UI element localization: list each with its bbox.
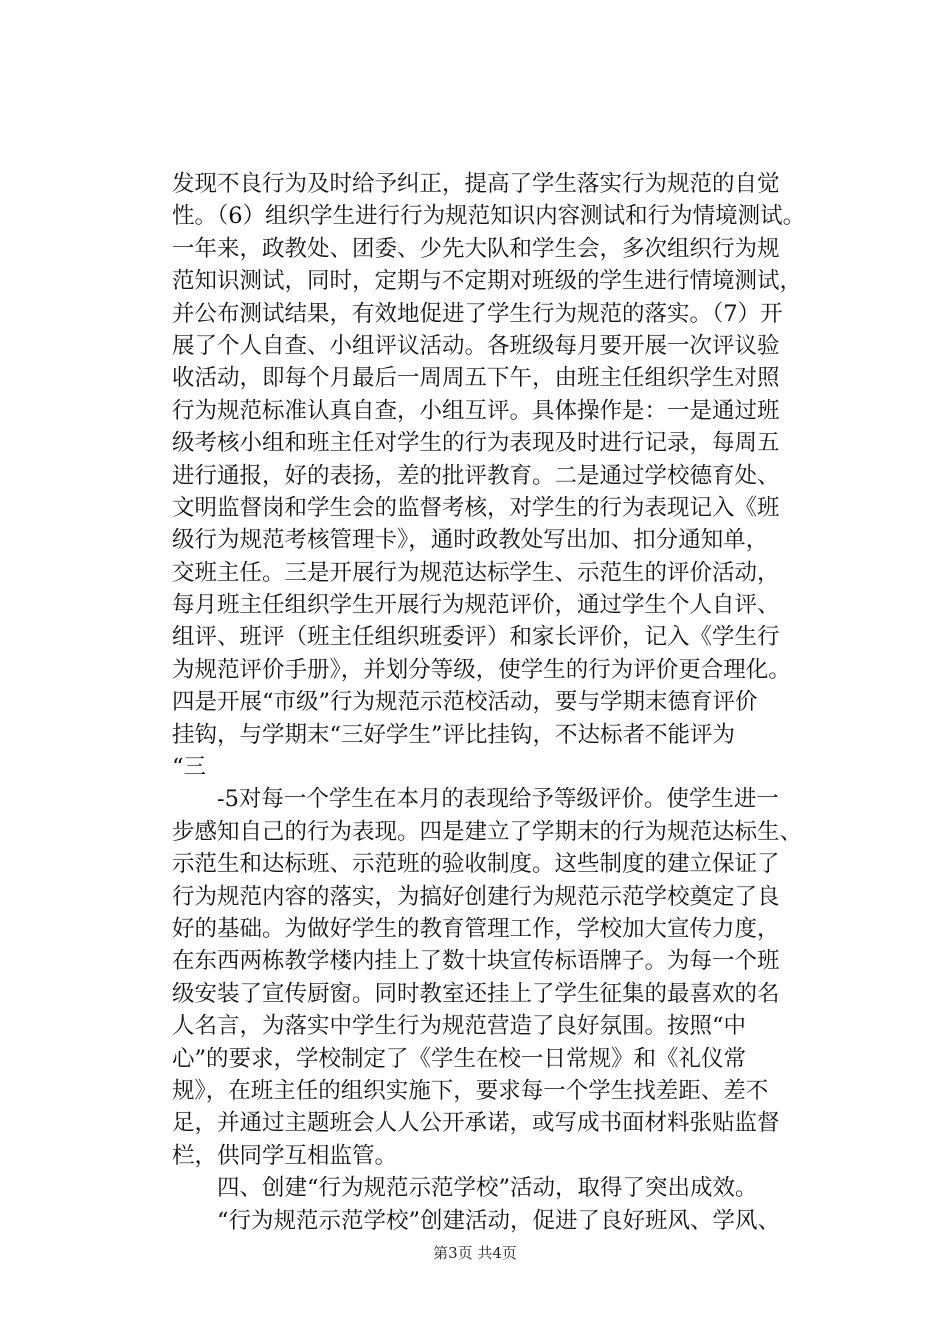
text-line: 并公布测试结果，有效地促进了学生行为规范的落实。（7）开 [172,300,783,327]
text-line: 一年来，政教处、团委、少先大队和学生会，多次组织行为规 [172,235,780,262]
text-line: 好的基础。为做好学生的教育管理工作，学校加大宣传力度， [172,915,780,942]
section-heading: 四、创建“行为规范示范学校”活动，取得了突出成效。 [217,1175,758,1202]
document-body [172,168,862,1237]
text-line: “三 [172,754,207,781]
text-line: 范知识测试，同时，定期与不定期对班级的学生进行情境测试， [172,268,803,295]
text-line: 四是开展“市级”行为规范示范校活动，要与学期末德育评价 [172,689,758,716]
text-line: 组评、班评（班主任组织班委评）和家长评价，记入《学生行 [172,624,780,651]
text-line: 交班主任。三是开展行为规范达标学生、示范生的评价活动， [172,559,780,586]
text-line: “行为规范示范学校”创建活动，促进了良好班风、学风、 [217,1207,781,1234]
text-line: 级行为规范考核管理卡》，通时政教处写出加、扣分通知单， [172,527,769,554]
text-line: 足，并通过主题班会人人公开承诺，或写成书面材料张贴监督 [172,1110,780,1137]
text-line: -5对每一个学生在本月的表现给予等级评价。使学生进一 [217,786,779,813]
text-line: 为规范评价手册》，并划分等级，使学生的行为评价更合理化。 [172,656,791,683]
text-line: 性。（6）组织学生进行行为规范知识内容测试和行为情境测试。 [172,203,806,230]
text-line: 文明监督岗和学生会的监督考核，对学生的行为表现记入《班 [172,494,780,521]
text-line: 展了个人自查、小组评议活动。各班级每月要开展一次评议验 [172,332,780,359]
text-line: 示范生和达标班、示范班的验收制度。这些制度的建立保证了 [172,851,780,878]
text-line: 在东西两栋教学楼内挂上了数十块宣传标语牌子。为每一个班 [172,948,780,975]
text-line: 级安装了宣传厨窗。同时教室还挂上了学生征集的最喜欢的名 [172,980,780,1007]
text-line: 人名言，为落实中学生行为规范营造了良好氛围。按照“中 [172,1013,747,1040]
text-line: 行为规范标准认真自查，小组互评。具体操作是：一是通过班 [172,397,780,424]
text-line: 发现不良行为及时给予纠正，提高了学生落实行为规范的自觉 [172,171,780,197]
text-line: 进行通报，好的表扬，差的批评教育。二是通过学校德育处、 [172,462,780,489]
page-footer: 第3页 共4页 [433,1244,517,1262]
text-line: 收活动，即每个月最后一周周五下午，由班主任组织学生对照 [172,365,780,392]
text-line: 级考核小组和班主任对学生的行为表现及时进行记录，每周五 [172,430,780,457]
text-line: 规》，在班主任的组织实施下，要求每一个学生找差距、差不 [172,1077,769,1104]
text-line: 挂钩，与学期末“三好学生”评比挂钩，不达标者不能评为 [172,721,736,748]
text-line: 行为规范内容的落实，为搞好创建行为规范示范学校奠定了良 [172,883,780,910]
text-line: 步感知自己的行为表现。四是建立了学期末的行为规范达标生、 [172,818,803,845]
text-line: 栏，供同学互相监管。 [172,1142,398,1169]
text-line: 每月班主任组织学生开展行为规范评价，通过学生个人自评、 [172,592,780,619]
text-line: 心”的要求，学校制定了《学生在校一日常规》和《礼仪常 [172,1045,747,1072]
